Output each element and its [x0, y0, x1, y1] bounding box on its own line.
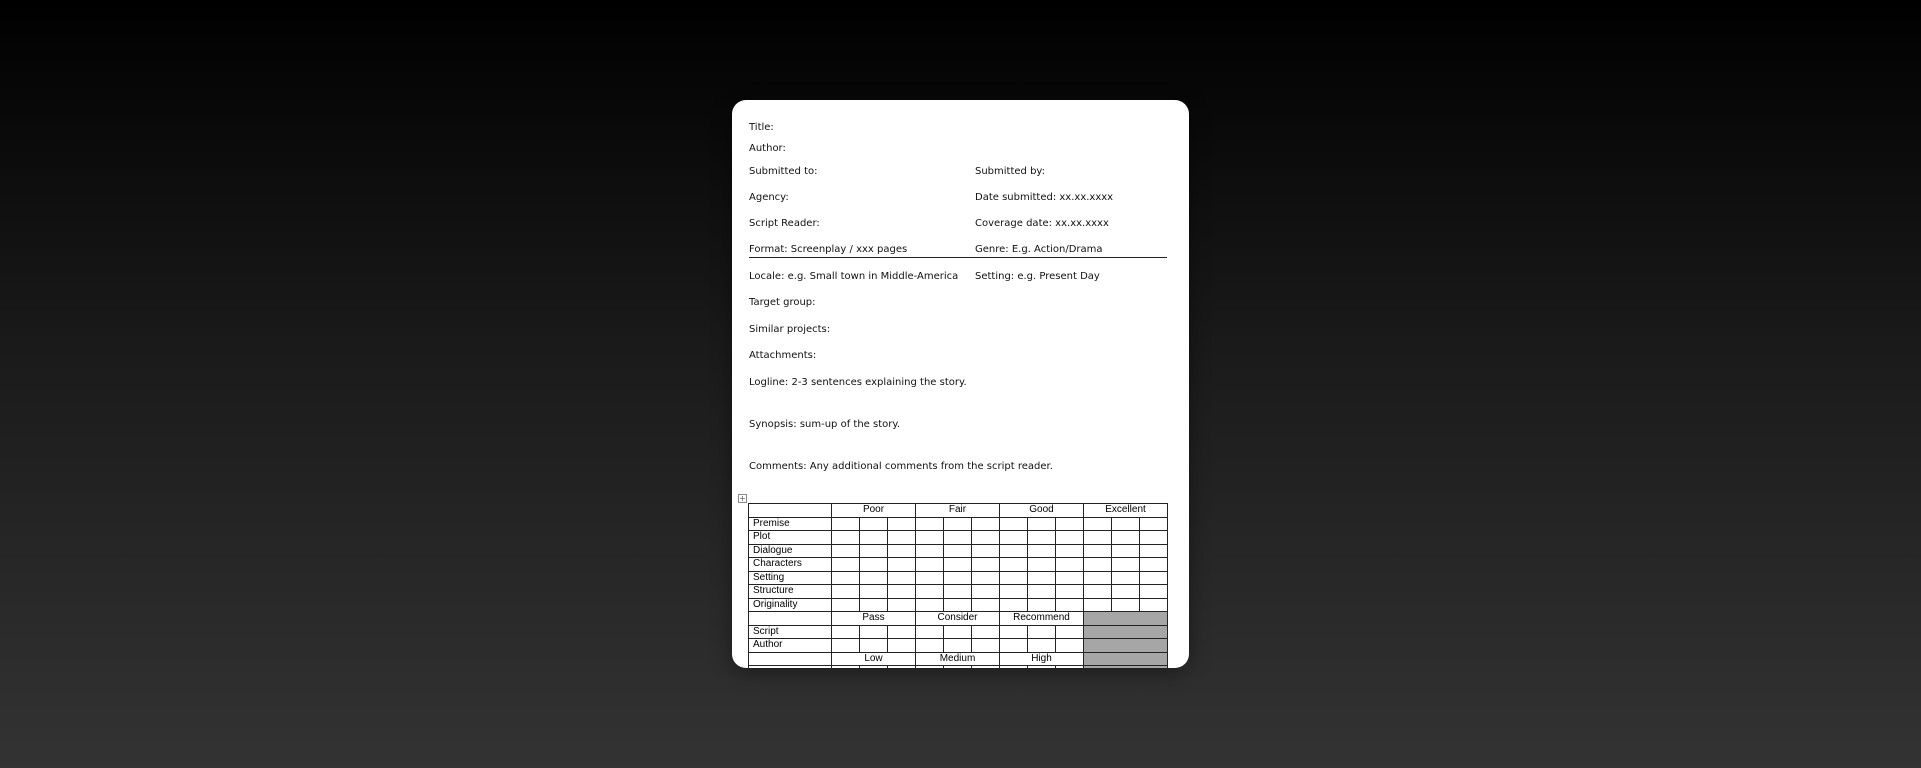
- column-header: Medium: [916, 652, 1000, 666]
- rating-cell[interactable]: [1084, 517, 1112, 531]
- date-submitted-field[interactable]: Date submitted: xx.xx.xxxx: [975, 192, 1114, 203]
- table-corner-cell: [749, 612, 832, 626]
- rating-cell[interactable]: [1084, 544, 1112, 558]
- rating-cell[interactable]: [832, 558, 860, 572]
- similar-projects-field[interactable]: Similar projects:: [749, 324, 831, 335]
- submitted-to-field[interactable]: Submitted to:: [749, 166, 818, 177]
- rating-cell[interactable]: [1028, 558, 1056, 572]
- rating-cell[interactable]: [860, 625, 888, 639]
- rating-cell[interactable]: [1056, 558, 1084, 572]
- shaded-cell: [1084, 666, 1168, 669]
- rating-cell[interactable]: [1084, 585, 1112, 599]
- rating-cell[interactable]: [832, 517, 860, 531]
- rating-cell[interactable]: [944, 625, 972, 639]
- rating-cell[interactable]: [1056, 531, 1084, 545]
- rating-row: [749, 598, 1168, 612]
- target-group-field[interactable]: Target group:: [749, 297, 816, 308]
- agency-field[interactable]: Agency:: [749, 192, 789, 203]
- rating-cell[interactable]: [1140, 598, 1168, 612]
- submitted-by-field[interactable]: Submitted by:: [975, 166, 1045, 177]
- rating-cell[interactable]: [944, 531, 972, 545]
- rating-cell[interactable]: [888, 531, 916, 545]
- rating-cell[interactable]: [1140, 558, 1168, 572]
- rating-cell[interactable]: [860, 544, 888, 558]
- rating-cell[interactable]: [1028, 625, 1056, 639]
- author-field[interactable]: Author:: [749, 143, 786, 154]
- setting-field[interactable]: Setting: e.g. Present Day: [975, 271, 1100, 282]
- rating-cell[interactable]: [972, 625, 1000, 639]
- rating-cell[interactable]: [860, 598, 888, 612]
- rating-cell[interactable]: [1084, 558, 1112, 572]
- rating-cell[interactable]: [944, 666, 972, 669]
- column-header: Poor: [832, 504, 916, 518]
- rating-cell[interactable]: [1028, 517, 1056, 531]
- genre-field[interactable]: Genre: E.g. Action/Drama: [975, 244, 1103, 255]
- format-field[interactable]: Format: Screenplay / xxx pages: [749, 244, 908, 255]
- rating-cell[interactable]: [888, 598, 916, 612]
- rating-cell[interactable]: [944, 639, 972, 653]
- row-label: Characters: [749, 558, 832, 572]
- rating-cell[interactable]: [972, 558, 1000, 572]
- rating-cell[interactable]: [888, 625, 916, 639]
- rating-cell[interactable]: [944, 585, 972, 599]
- rating-cell[interactable]: [972, 544, 1000, 558]
- rating-cell[interactable]: [860, 531, 888, 545]
- row-label: Script: [749, 625, 832, 639]
- rating-cell[interactable]: [1000, 531, 1028, 545]
- rating-cell[interactable]: [916, 531, 944, 545]
- rating-cell[interactable]: [1056, 571, 1084, 585]
- column-header: Pass: [832, 612, 916, 626]
- rating-cell[interactable]: [1056, 666, 1084, 669]
- row-label: Setting: [749, 571, 832, 585]
- rating-cell[interactable]: [888, 585, 916, 599]
- column-header: High: [1000, 652, 1084, 666]
- column-header: Good: [1000, 504, 1084, 518]
- rating-cell[interactable]: [832, 585, 860, 599]
- rating-cell[interactable]: [1000, 585, 1028, 599]
- rating-row: [749, 531, 1168, 545]
- rating-cell[interactable]: [1140, 544, 1168, 558]
- rating-cell[interactable]: [832, 531, 860, 545]
- rating-cell[interactable]: [1000, 598, 1028, 612]
- rating-cell[interactable]: [832, 625, 860, 639]
- rating-cell[interactable]: [1028, 666, 1056, 669]
- rating-cell[interactable]: [916, 517, 944, 531]
- rating-cell[interactable]: [888, 544, 916, 558]
- shaded-cell: [1084, 639, 1168, 653]
- rating-cell[interactable]: [972, 571, 1000, 585]
- rating-cell[interactable]: [1112, 558, 1140, 572]
- level-header-row: [749, 652, 1168, 666]
- table-corner-cell: [749, 504, 832, 518]
- rating-cell[interactable]: [860, 558, 888, 572]
- rating-cell[interactable]: [1056, 544, 1084, 558]
- rating-table: [748, 503, 1168, 668]
- rating-cell[interactable]: [1028, 544, 1056, 558]
- table-move-handle-icon[interactable]: +: [739, 494, 746, 503]
- row-label: Plot: [749, 531, 832, 545]
- rating-cell[interactable]: [1112, 531, 1140, 545]
- title-field[interactable]: Title:: [749, 122, 774, 133]
- comments-paragraph[interactable]: Comments: Any additional comments from the script reader.: [749, 461, 1053, 472]
- rating-cell[interactable]: [1140, 571, 1168, 585]
- rating-cell[interactable]: [1028, 639, 1056, 653]
- row-label: Premise: [749, 517, 832, 531]
- rating-cell[interactable]: [860, 571, 888, 585]
- rating-cell[interactable]: [1028, 531, 1056, 545]
- rating-cell[interactable]: [916, 666, 944, 669]
- level-row: [749, 666, 1168, 669]
- rating-cell[interactable]: [944, 544, 972, 558]
- rating-cell[interactable]: [972, 639, 1000, 653]
- rating-cell[interactable]: [888, 666, 916, 669]
- rating-cell[interactable]: [916, 571, 944, 585]
- rating-cell[interactable]: [1028, 598, 1056, 612]
- rating-cell[interactable]: [888, 639, 916, 653]
- rating-cell[interactable]: [1056, 517, 1084, 531]
- column-header: Excellent: [1084, 504, 1168, 518]
- document-page: [732, 100, 1189, 668]
- rating-cell[interactable]: [888, 517, 916, 531]
- rating-cell[interactable]: [916, 585, 944, 599]
- rating-cell[interactable]: [860, 666, 888, 669]
- row-label: [749, 666, 832, 669]
- rating-cell[interactable]: [1028, 585, 1056, 599]
- script-reader-field[interactable]: Script Reader:: [749, 218, 820, 229]
- rating-cell[interactable]: [1140, 585, 1168, 599]
- logline-paragraph[interactable]: Logline: 2-3 sentences explaining the story.: [749, 377, 967, 388]
- rating-row: [749, 558, 1168, 572]
- rating-cell[interactable]: [832, 544, 860, 558]
- rating-row: [749, 517, 1168, 531]
- rating-cell[interactable]: [832, 571, 860, 585]
- rating-cell[interactable]: [972, 598, 1000, 612]
- rating-cell[interactable]: [972, 531, 1000, 545]
- coverage-date-field[interactable]: Coverage date: xx.xx.xxxx: [975, 218, 1109, 229]
- rating-cell[interactable]: [832, 639, 860, 653]
- rating-cell[interactable]: [972, 666, 1000, 669]
- rating-cell[interactable]: [832, 598, 860, 612]
- rating-cell[interactable]: [860, 585, 888, 599]
- rating-cell[interactable]: [944, 598, 972, 612]
- rating-cell[interactable]: [916, 544, 944, 558]
- rating-cell[interactable]: [1000, 625, 1028, 639]
- rating-cell[interactable]: [860, 639, 888, 653]
- column-header: Fair: [916, 504, 1000, 518]
- rating-cell[interactable]: [1056, 585, 1084, 599]
- column-header: Consider: [916, 612, 1000, 626]
- rating-cell[interactable]: [944, 571, 972, 585]
- rating-cell[interactable]: [1028, 571, 1056, 585]
- row-label: Originality: [749, 598, 832, 612]
- locale-field[interactable]: Locale: e.g. Small town in Middle-America: [749, 271, 959, 282]
- verdict-header-row: [749, 612, 1168, 626]
- rating-row: [749, 544, 1168, 558]
- rating-cell[interactable]: [916, 639, 944, 653]
- rating-cell[interactable]: [916, 625, 944, 639]
- rating-cell[interactable]: [1112, 517, 1140, 531]
- rating-cell[interactable]: [888, 558, 916, 572]
- verdict-row: [749, 639, 1168, 653]
- rating-cell[interactable]: [1000, 571, 1028, 585]
- column-header: Recommend: [1000, 612, 1084, 626]
- rating-row: [749, 571, 1168, 585]
- rating-cell[interactable]: [1056, 625, 1084, 639]
- shaded-cell: [1084, 612, 1168, 626]
- rating-cell[interactable]: [1000, 558, 1028, 572]
- row-label: Dialogue: [749, 544, 832, 558]
- rating-cell[interactable]: [1000, 666, 1028, 669]
- rating-cell[interactable]: [1112, 571, 1140, 585]
- rating-cell[interactable]: [1112, 598, 1140, 612]
- rating-cell[interactable]: [832, 666, 860, 669]
- verdict-row: [749, 625, 1168, 639]
- rating-cell[interactable]: [916, 558, 944, 572]
- rating-cell[interactable]: [1000, 544, 1028, 558]
- row-label: Author: [749, 639, 832, 653]
- rating-cell[interactable]: [1056, 639, 1084, 653]
- rating-cell[interactable]: [1000, 517, 1028, 531]
- rating-cell[interactable]: [1140, 531, 1168, 545]
- rating-cell[interactable]: [1084, 571, 1112, 585]
- rating-cell[interactable]: [888, 571, 916, 585]
- rating-cell[interactable]: [972, 517, 1000, 531]
- rating-cell[interactable]: [972, 585, 1000, 599]
- table-corner-cell: [749, 652, 832, 666]
- title-divider: [749, 257, 1167, 258]
- rating-cell[interactable]: [1112, 585, 1140, 599]
- shaded-cell: [1084, 652, 1168, 666]
- rating-header-row: [749, 504, 1168, 518]
- rating-cell[interactable]: [1112, 544, 1140, 558]
- rating-row: [749, 585, 1168, 599]
- row-label: Structure: [749, 585, 832, 599]
- rating-cell[interactable]: [860, 517, 888, 531]
- shaded-cell: [1084, 625, 1168, 639]
- rating-cell[interactable]: [1084, 531, 1112, 545]
- attachments-field[interactable]: Attachments:: [749, 350, 817, 361]
- rating-cell[interactable]: [916, 598, 944, 612]
- rating-cell[interactable]: [944, 517, 972, 531]
- rating-cell[interactable]: [1140, 517, 1168, 531]
- rating-cell[interactable]: [944, 558, 972, 572]
- rating-cell[interactable]: [1000, 639, 1028, 653]
- synopsis-paragraph[interactable]: Synopsis: sum-up of the story.: [749, 419, 901, 430]
- column-header: Low: [832, 652, 916, 666]
- rating-cell[interactable]: [1084, 598, 1112, 612]
- rating-cell[interactable]: [1056, 598, 1084, 612]
